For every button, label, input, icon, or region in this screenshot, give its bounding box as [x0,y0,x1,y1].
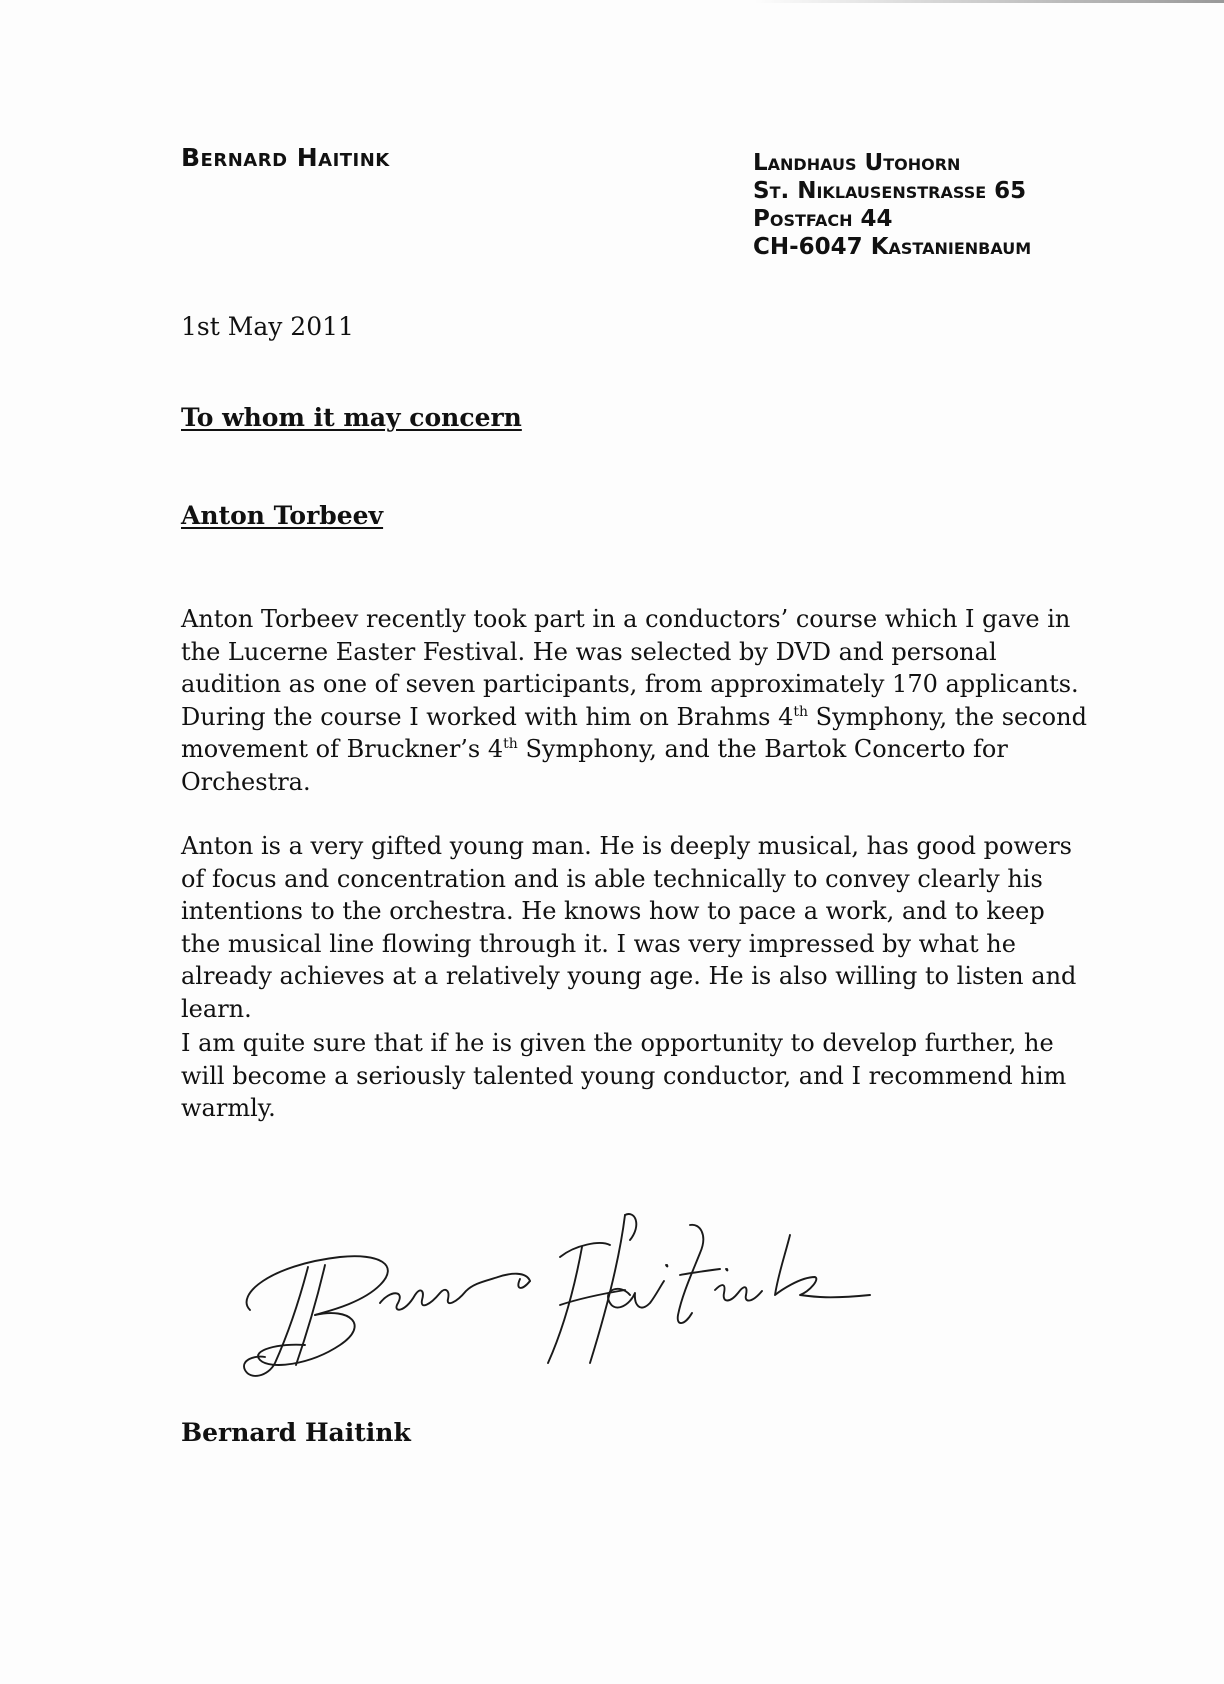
paragraph-text: Anton Torbeev recently took part in a conductors’ course which I gave in the Lucerne Easter Festival. He was selected by DVD and personal audition as one of seven participants, from approximately 170 applicants. During the course I worked with him on Brahms 4 [181,605,1079,731]
sender-address [753,149,1031,261]
signature-stroke [548,1247,582,1363]
signature-stroke [726,1269,727,1271]
signature-stroke [715,1285,762,1301]
signature-stroke [775,1235,870,1297]
address-line: Postfach 44 [753,206,893,232]
signature-stroke [560,1290,625,1305]
salutation: To whom it may concern [181,403,522,432]
signature-stroke [680,1269,720,1275]
signature-stroke [560,1243,610,1257]
handwritten-signature [230,1195,880,1385]
signature-stroke [608,1281,664,1308]
paragraph-text: Symphony, and the Bartok Concerto for Orchestra. [181,735,1008,796]
signature-stroke [518,1279,530,1288]
letter-date: 1st May 2011 [181,312,354,341]
body-paragraph-2: Anton is a very gifted young man. He is deeply musical, has good powers of focus and concentration and is able technically to convey clearly his intentions to the orchestra. He knows how to pace a work, and to keep the musical line flowing through it. I was very impressed by what he already achieves at a relatively young age. He is also willing to listen and learn. [181,832,1077,1023]
signature-stroke [296,1265,325,1365]
body-paragraph-1 [181,603,1091,798]
body-paragraph-3: I am quite sure that if he is given the opportunity to develop further, he will become a seriously talented young conductor, and I recommend him warmly. [181,1029,1067,1122]
address-line: CH-6047 Kastanienbaum [753,234,1032,260]
signature-stroke [247,1256,388,1315]
signature-stroke [258,1313,355,1365]
signature-stroke [666,1265,667,1267]
paragraph-text: Symphony, the second movement of Bruckner’s 4 [181,702,1087,763]
subject-line: Anton Torbeev [181,501,384,530]
signature-stroke [625,1214,636,1240]
ordinal-suffix: th [503,736,518,752]
signoff-name: Bernard Haitink [181,1418,411,1447]
scan-edge [754,0,1224,3]
address-line: Landhaus Utohorn [753,150,961,176]
ordinal-suffix: th [793,703,809,720]
signature-stroke [380,1274,530,1310]
sender-name: Bernard Haitink [181,143,390,172]
address-line: St. Niklausenstrasse 65 [753,178,1027,204]
